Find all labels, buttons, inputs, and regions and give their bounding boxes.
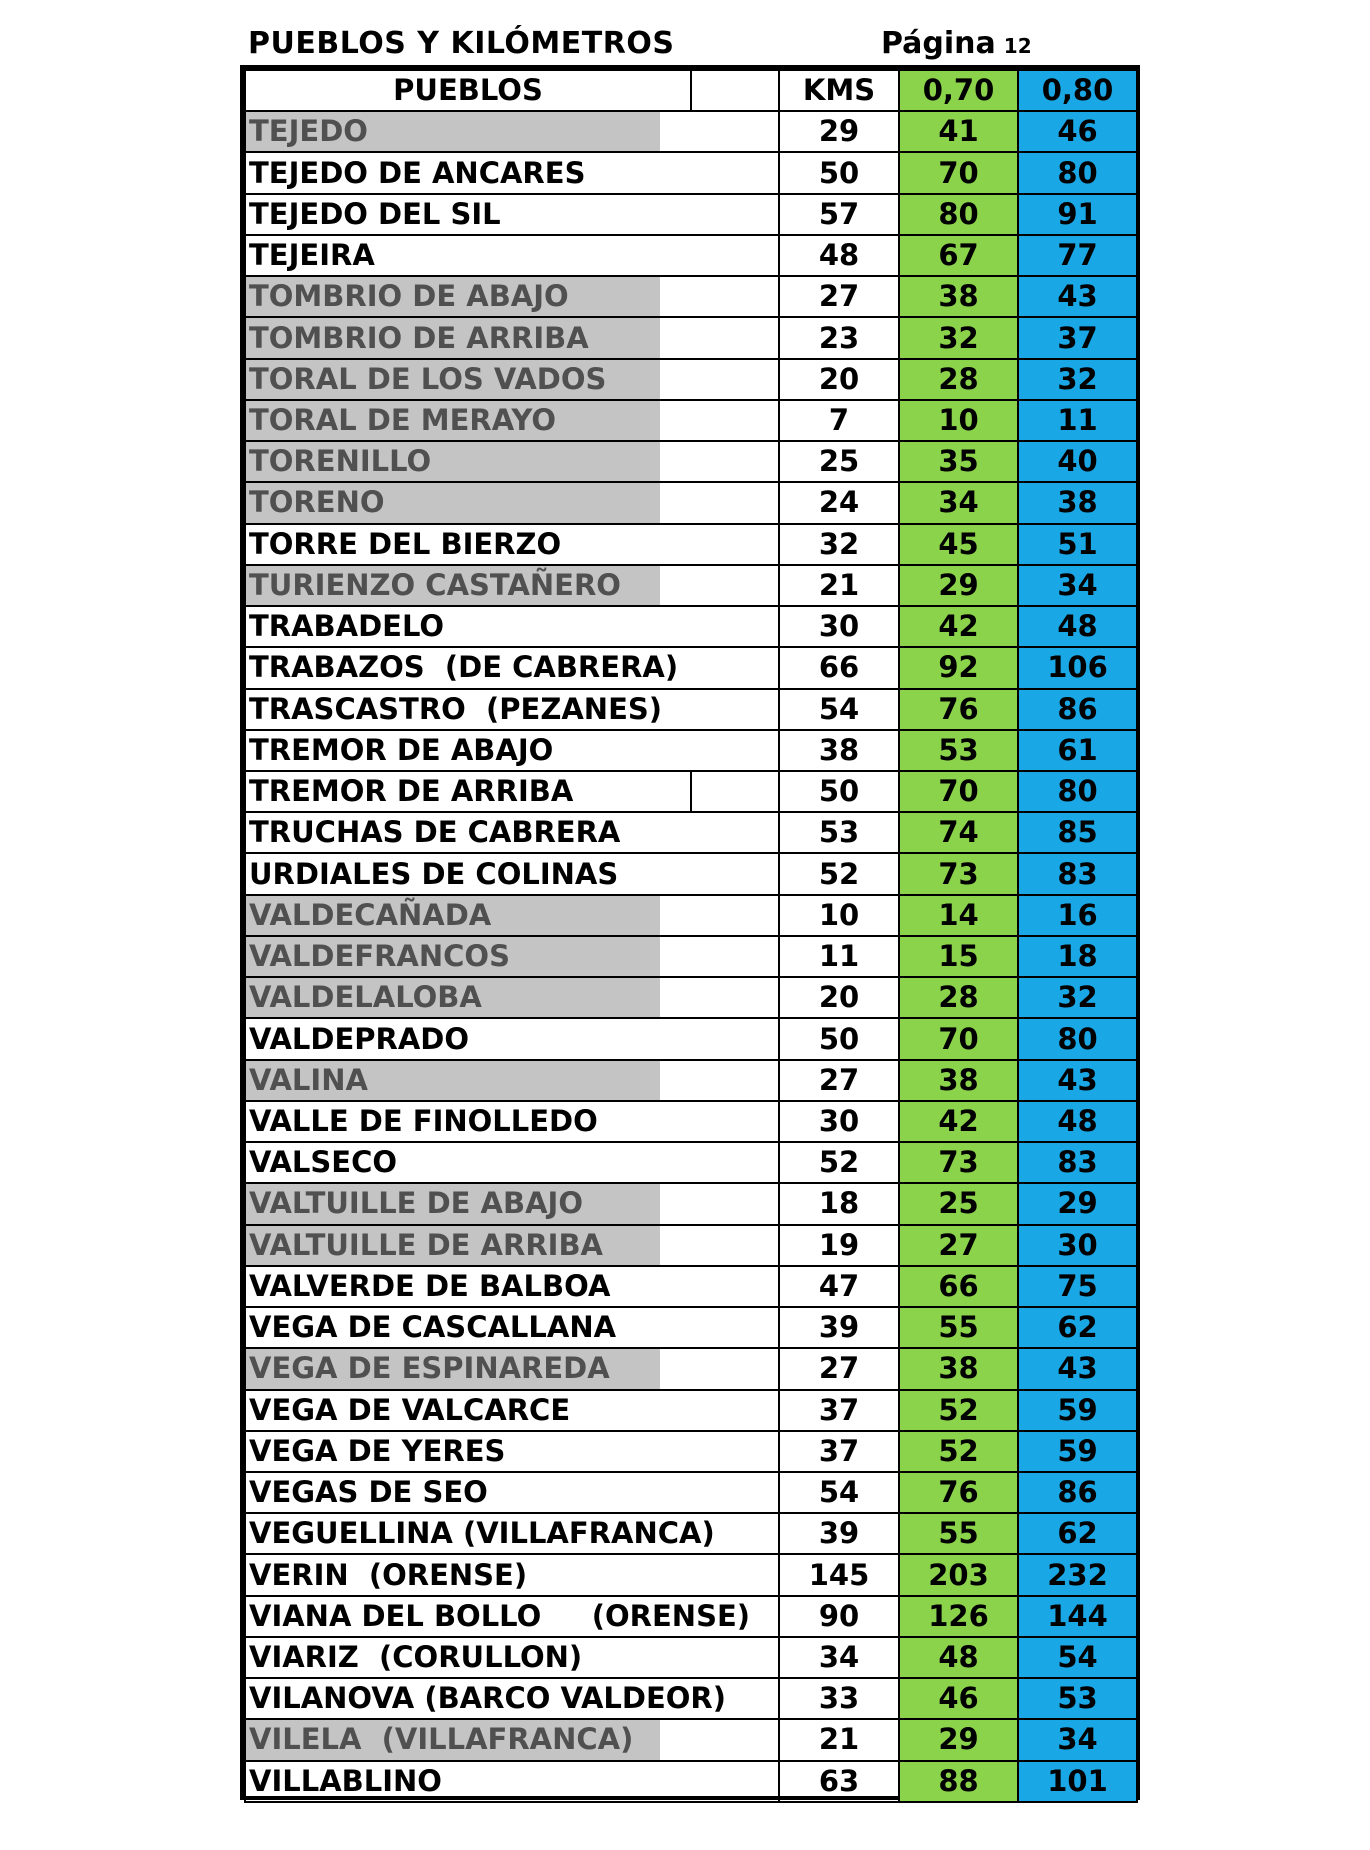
town-name-spacer [691, 647, 779, 688]
table-row [245, 1390, 1137, 1431]
rate-070-value: 35 [899, 441, 1018, 482]
town-name-spacer [691, 1142, 779, 1183]
kms-value: 32 [779, 524, 899, 565]
rate-080-value: 53 [1018, 1678, 1137, 1719]
town-name: TRUCHAS DE CABRERA [245, 812, 691, 853]
town-name: VEGAS DE SEO [245, 1472, 691, 1513]
table-row [245, 565, 1137, 606]
town-name-spacer [691, 565, 779, 606]
town-name: VILELA (VILLAFRANCA) [245, 1719, 691, 1760]
rate-080-value: 43 [1018, 276, 1137, 317]
kms-value: 25 [779, 441, 899, 482]
town-name-spacer [691, 1472, 779, 1513]
rate-070-value: 45 [899, 524, 1018, 565]
town-name-spacer [691, 1060, 779, 1101]
kms-value: 18 [779, 1183, 899, 1224]
table-row [245, 1060, 1137, 1101]
town-name-spacer [691, 194, 779, 235]
header-pueblos: PUEBLOS [245, 70, 691, 111]
town-name-spacer [691, 1719, 779, 1760]
rate-070-value: 10 [899, 400, 1018, 441]
rate-070-value: 55 [899, 1513, 1018, 1554]
rate-080-value: 101 [1018, 1761, 1137, 1802]
town-name-spacer [691, 482, 779, 523]
town-name-spacer [691, 1018, 779, 1059]
kms-value: 47 [779, 1266, 899, 1307]
table-row [245, 853, 1137, 894]
town-name-spacer [691, 977, 779, 1018]
rate-080-value: 83 [1018, 1142, 1137, 1183]
table-row [245, 1101, 1137, 1142]
town-name: TORRE DEL BIERZO [245, 524, 691, 565]
table-row [245, 977, 1137, 1018]
table-row [245, 1142, 1137, 1183]
rate-070-value: 38 [899, 1348, 1018, 1389]
town-name: VALINA [245, 1060, 691, 1101]
rate-070-value: 80 [899, 194, 1018, 235]
table-row [245, 194, 1137, 235]
rate-070-value: 76 [899, 689, 1018, 730]
rate-080-value: 48 [1018, 1101, 1137, 1142]
kms-value: 57 [779, 194, 899, 235]
kms-value: 54 [779, 689, 899, 730]
town-name-spacer [691, 1183, 779, 1224]
kms-value: 90 [779, 1596, 899, 1637]
town-name-spacer [691, 441, 779, 482]
kms-value: 39 [779, 1307, 899, 1348]
kms-value: 27 [779, 1348, 899, 1389]
rate-070-value: 46 [899, 1678, 1018, 1719]
town-name: VALDELALOBA [245, 977, 691, 1018]
rate-070-value: 38 [899, 276, 1018, 317]
rate-070-value: 52 [899, 1431, 1018, 1472]
town-name: TEJEDO DE ANCARES [245, 152, 691, 193]
town-name: VILLABLINO [245, 1761, 691, 1802]
rate-080-value: 40 [1018, 441, 1137, 482]
rate-080-value: 144 [1018, 1596, 1137, 1637]
town-name-spacer [691, 936, 779, 977]
rate-070-value: 15 [899, 936, 1018, 977]
distance-table [244, 69, 1138, 1803]
table-row [245, 359, 1137, 400]
table-body [245, 111, 1137, 1802]
rate-080-value: 91 [1018, 194, 1137, 235]
rate-080-value: 51 [1018, 524, 1137, 565]
table-row [245, 441, 1137, 482]
kms-value: 52 [779, 853, 899, 894]
kms-value: 30 [779, 1101, 899, 1142]
town-name: VILANOVA (BARCO VALDEOR) [245, 1678, 691, 1719]
town-name-spacer [691, 689, 779, 730]
rate-080-value: 11 [1018, 400, 1137, 441]
town-name: TEJEDO [245, 111, 691, 152]
rate-080-value: 80 [1018, 771, 1137, 812]
kms-value: 34 [779, 1637, 899, 1678]
kms-value: 50 [779, 1018, 899, 1059]
kms-value: 30 [779, 606, 899, 647]
rate-070-value: 74 [899, 812, 1018, 853]
kms-value: 20 [779, 359, 899, 400]
rate-080-value: 85 [1018, 812, 1137, 853]
town-name: TORENILLO [245, 441, 691, 482]
town-name: VEGA DE VALCARCE [245, 1390, 691, 1431]
town-name-spacer [691, 1307, 779, 1348]
rate-080-value: 29 [1018, 1183, 1137, 1224]
rate-070-value: 53 [899, 730, 1018, 771]
rate-070-value: 55 [899, 1307, 1018, 1348]
town-name: VALDEFRANCOS [245, 936, 691, 977]
town-name-spacer [691, 1761, 779, 1802]
town-name: TOMBRIO DE ARRIBA [245, 317, 691, 358]
town-name-spacer [691, 812, 779, 853]
rate-070-value: 29 [899, 565, 1018, 606]
town-name-spacer [691, 1266, 779, 1307]
rate-070-value: 38 [899, 1060, 1018, 1101]
town-name: TEJEDO DEL SIL [245, 194, 691, 235]
rate-080-value: 80 [1018, 152, 1137, 193]
rate-070-value: 14 [899, 895, 1018, 936]
town-name-spacer [691, 111, 779, 152]
page-label: Página [881, 26, 996, 61]
kms-value: 21 [779, 565, 899, 606]
rate-080-value: 80 [1018, 1018, 1137, 1059]
kms-value: 38 [779, 730, 899, 771]
table-row [245, 1554, 1137, 1595]
kms-value: 63 [779, 1761, 899, 1802]
town-name-spacer [691, 895, 779, 936]
rate-080-value: 59 [1018, 1390, 1137, 1431]
table-header-row [245, 70, 1137, 111]
table-row [245, 1018, 1137, 1059]
rate-080-value: 77 [1018, 235, 1137, 276]
rate-070-value: 66 [899, 1266, 1018, 1307]
town-name: VEGA DE YERES [245, 1431, 691, 1472]
table-row [245, 730, 1137, 771]
town-name: VIARIZ (CORULLON) [245, 1637, 691, 1678]
table-row [245, 482, 1137, 523]
town-name-spacer [691, 276, 779, 317]
rate-070-value: 73 [899, 1142, 1018, 1183]
rate-080-value: 16 [1018, 895, 1137, 936]
rate-080-value: 46 [1018, 111, 1137, 152]
table-row [245, 1225, 1137, 1266]
kms-value: 21 [779, 1719, 899, 1760]
table-row [245, 647, 1137, 688]
table-row [245, 1307, 1137, 1348]
town-name-spacer [691, 1225, 779, 1266]
table-row [245, 1472, 1137, 1513]
kms-value: 27 [779, 276, 899, 317]
rate-080-value: 18 [1018, 936, 1137, 977]
rate-080-value: 59 [1018, 1431, 1137, 1472]
header-rate-080: 0,80 [1018, 70, 1137, 111]
town-name: VALTUILLE DE ARRIBA [245, 1225, 691, 1266]
kms-value: 27 [779, 1060, 899, 1101]
table-row [245, 1183, 1137, 1224]
town-name: VALLE DE FINOLLEDO [245, 1101, 691, 1142]
town-name-spacer [691, 1431, 779, 1472]
page-title: PUEBLOS Y KILÓMETROS [248, 26, 675, 61]
kms-value: 37 [779, 1431, 899, 1472]
table-row [245, 235, 1137, 276]
rate-070-value: 70 [899, 771, 1018, 812]
town-name: TORAL DE LOS VADOS [245, 359, 691, 400]
town-name: TREMOR DE ARRIBA [245, 771, 691, 812]
table-row [245, 689, 1137, 730]
rate-070-value: 42 [899, 606, 1018, 647]
rate-070-value: 76 [899, 1472, 1018, 1513]
kms-value: 52 [779, 1142, 899, 1183]
rate-080-value: 62 [1018, 1307, 1137, 1348]
rate-080-value: 43 [1018, 1348, 1137, 1389]
rate-080-value: 34 [1018, 1719, 1137, 1760]
kms-value: 53 [779, 812, 899, 853]
rate-080-value: 32 [1018, 359, 1137, 400]
town-name-spacer [691, 317, 779, 358]
town-name: VALSECO [245, 1142, 691, 1183]
table-row [245, 771, 1137, 812]
rate-080-value: 54 [1018, 1637, 1137, 1678]
kms-value: 37 [779, 1390, 899, 1431]
town-name: TURIENZO CASTAÑERO [245, 565, 691, 606]
table-row [245, 400, 1137, 441]
rate-080-value: 61 [1018, 730, 1137, 771]
town-name: URDIALES DE COLINAS [245, 853, 691, 894]
town-name-spacer [691, 730, 779, 771]
town-name: TREMOR DE ABAJO [245, 730, 691, 771]
kms-value: 24 [779, 482, 899, 523]
rate-080-value: 38 [1018, 482, 1137, 523]
town-name-spacer [691, 1390, 779, 1431]
town-name: TRASCASTRO (PEZANES) [245, 689, 691, 730]
rate-080-value: 32 [1018, 977, 1137, 1018]
rate-080-value: 83 [1018, 853, 1137, 894]
town-name: VALTUILLE DE ABAJO [245, 1183, 691, 1224]
kms-value: 23 [779, 317, 899, 358]
town-name: VEGUELLINA (VILLAFRANCA) [245, 1513, 691, 1554]
table-row [245, 1431, 1137, 1472]
town-name-spacer [691, 1348, 779, 1389]
town-name: VALVERDE DE BALBOA [245, 1266, 691, 1307]
kms-value: 20 [779, 977, 899, 1018]
town-name: TRABAZOS (DE CABRERA) [245, 647, 691, 688]
kms-value: 50 [779, 771, 899, 812]
town-name-spacer [691, 1637, 779, 1678]
table-row [245, 1596, 1137, 1637]
town-name-spacer [691, 235, 779, 276]
rate-080-value: 30 [1018, 1225, 1137, 1266]
rate-080-value: 75 [1018, 1266, 1137, 1307]
rate-070-value: 48 [899, 1637, 1018, 1678]
rate-070-value: 28 [899, 359, 1018, 400]
kms-value: 39 [779, 1513, 899, 1554]
table-row [245, 606, 1137, 647]
kms-value: 54 [779, 1472, 899, 1513]
table-row [245, 936, 1137, 977]
page-indicator [881, 26, 1032, 61]
table-row [245, 895, 1137, 936]
kms-value: 19 [779, 1225, 899, 1266]
rate-070-value: 28 [899, 977, 1018, 1018]
rate-080-value: 48 [1018, 606, 1137, 647]
kms-value: 66 [779, 647, 899, 688]
town-name: TORAL DE MERAYO [245, 400, 691, 441]
rate-080-value: 43 [1018, 1060, 1137, 1101]
rate-070-value: 70 [899, 1018, 1018, 1059]
town-name-spacer [691, 1554, 779, 1595]
table-row [245, 111, 1137, 152]
kms-value: 11 [779, 936, 899, 977]
town-name: VEGA DE CASCALLANA [245, 1307, 691, 1348]
rate-070-value: 70 [899, 152, 1018, 193]
rate-070-value: 88 [899, 1761, 1018, 1802]
table-row [245, 1348, 1137, 1389]
rate-070-value: 67 [899, 235, 1018, 276]
header-kms: KMS [779, 70, 899, 111]
rate-070-value: 92 [899, 647, 1018, 688]
town-name: VEGA DE ESPINAREDA [245, 1348, 691, 1389]
town-name: VIANA DEL BOLLO (ORENSE) [245, 1596, 691, 1637]
header-empty [691, 70, 779, 111]
town-name: TEJEIRA [245, 235, 691, 276]
kms-value: 145 [779, 1554, 899, 1595]
kms-value: 29 [779, 111, 899, 152]
kms-value: 33 [779, 1678, 899, 1719]
rate-080-value: 86 [1018, 1472, 1137, 1513]
rate-080-value: 86 [1018, 689, 1137, 730]
town-name-spacer [691, 853, 779, 894]
rate-070-value: 126 [899, 1596, 1018, 1637]
rate-080-value: 106 [1018, 647, 1137, 688]
rate-080-value: 232 [1018, 1554, 1137, 1595]
town-name: TRABADELO [245, 606, 691, 647]
town-name: TOMBRIO DE ABAJO [245, 276, 691, 317]
town-name-spacer [691, 606, 779, 647]
kms-value: 48 [779, 235, 899, 276]
table-row [245, 1637, 1137, 1678]
table-row [245, 1719, 1137, 1760]
town-name-spacer [691, 524, 779, 565]
rate-070-value: 52 [899, 1390, 1018, 1431]
table-row [245, 1513, 1137, 1554]
rate-070-value: 34 [899, 482, 1018, 523]
rate-070-value: 25 [899, 1183, 1018, 1224]
table-row [245, 1678, 1137, 1719]
table-row [245, 152, 1137, 193]
town-name-spacer [691, 1101, 779, 1142]
town-name: VERIN (ORENSE) [245, 1554, 691, 1595]
table-row [245, 276, 1137, 317]
rate-070-value: 203 [899, 1554, 1018, 1595]
rate-070-value: 73 [899, 853, 1018, 894]
town-name-spacer [691, 359, 779, 400]
rate-080-value: 34 [1018, 565, 1137, 606]
page-number: 12 [1003, 34, 1032, 58]
rate-080-value: 37 [1018, 317, 1137, 358]
header-rate-070: 0,70 [899, 70, 1018, 111]
table-row [245, 812, 1137, 853]
rate-070-value: 32 [899, 317, 1018, 358]
town-name-spacer [691, 400, 779, 441]
table-row [245, 524, 1137, 565]
rate-080-value: 62 [1018, 1513, 1137, 1554]
kms-value: 10 [779, 895, 899, 936]
table-row [245, 1266, 1137, 1307]
rate-070-value: 27 [899, 1225, 1018, 1266]
rate-070-value: 41 [899, 111, 1018, 152]
kms-value: 7 [779, 400, 899, 441]
town-name: TORENO [245, 482, 691, 523]
rate-070-value: 42 [899, 1101, 1018, 1142]
town-name: VALDECAÑADA [245, 895, 691, 936]
table-row [245, 317, 1137, 358]
rate-070-value: 29 [899, 1719, 1018, 1760]
town-name-spacer [691, 771, 779, 812]
kms-value: 50 [779, 152, 899, 193]
town-name-spacer [691, 152, 779, 193]
table-row [245, 1761, 1137, 1802]
town-name: VALDEPRADO [245, 1018, 691, 1059]
